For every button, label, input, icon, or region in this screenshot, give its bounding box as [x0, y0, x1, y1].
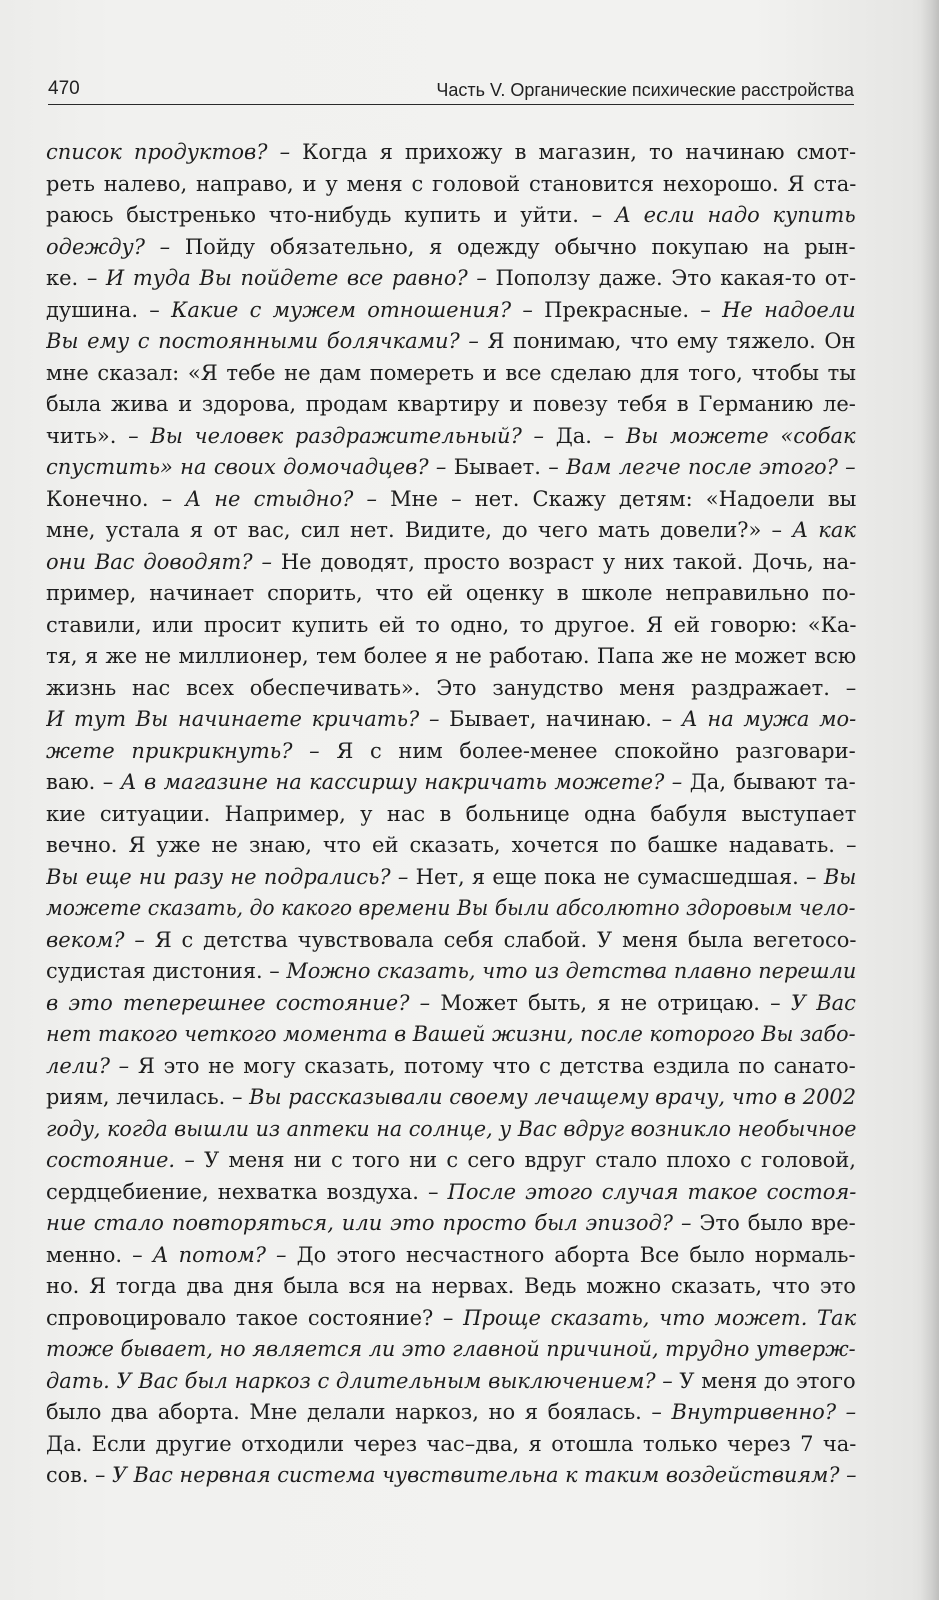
interviewer-question: У Вас нервная система чувствительна к таким воздействиям? – — [112, 1463, 856, 1487]
text-line-inner — [46, 830, 856, 862]
text-line-inner — [46, 862, 856, 894]
patient-answer: Не доводят, просто возраст у них такой. Дочь, на- — [271, 549, 856, 574]
interviewer-question: дать. У Вас был наркоз с длительным выключением? – — [46, 1368, 673, 1393]
text-line-inner — [46, 326, 856, 358]
interviewer-question: Вы рассказывали своему лечащему врачу, что в 2002 — [249, 1085, 856, 1109]
patient-answer: Я понимаю, что ему тяжело. Он — [478, 329, 856, 353]
patient-answer: спровоцировало такое состояние? – — [46, 1305, 464, 1330]
patient-answer: жизнь нас всех обеспечивать». Это занудство меня раздражает. – — [46, 675, 856, 700]
patient-answer: риям, лечилась. – — [46, 1085, 250, 1109]
text-line-inner — [46, 641, 856, 673]
patient-answer: было два аборта. Мне делали наркоз, но я боялась. – — [46, 1400, 672, 1424]
section-title: Часть V. Органические психические расстройства — [436, 80, 854, 100]
interviewer-question: И тут Вы начинаете кричать? – — [46, 707, 440, 731]
text-line-inner — [46, 137, 856, 169]
interviewer-question: А не стыдно? – — [185, 486, 377, 511]
interviewer-question: Внутривенно? – — [671, 1400, 856, 1424]
patient-answer: Да. Если другие отходили через час–два, я отошла только через 7 ча- — [46, 1431, 856, 1456]
text-line — [46, 232, 856, 264]
text-line-inner — [46, 673, 856, 705]
text-line — [46, 1114, 856, 1146]
interviewer-question: А если надо купить — [614, 203, 856, 227]
text-line — [46, 988, 856, 1020]
patient-answer: Может быть, я не отрицаю. – — [430, 990, 791, 1015]
text-line-inner — [46, 1429, 856, 1461]
text-line — [46, 1460, 856, 1492]
interviewer-question: состояние. – — [46, 1148, 195, 1172]
interviewer-question: список продуктов? – — [46, 140, 291, 164]
text-line — [46, 956, 856, 988]
text-line — [46, 200, 856, 232]
interviewer-question: Вы еще ни разу не подрались? – — [46, 864, 409, 889]
patient-answer: Конечно. – — [46, 486, 186, 511]
patient-answer: Да. – — [544, 423, 626, 448]
interviewer-question: спустить» на своих домочадцев? – — [46, 455, 447, 479]
text-line-inner — [46, 1082, 856, 1114]
patient-answer: Это было вре- — [691, 1211, 856, 1235]
patient-answer: менно. – — [46, 1242, 153, 1267]
interviewer-question: А потом? – — [152, 1242, 287, 1267]
text-line — [46, 515, 856, 547]
patient-answer: ваю. – — [46, 770, 121, 794]
text-line — [46, 799, 856, 831]
interviewer-question: Вы — [823, 864, 856, 889]
text-line-inner — [46, 925, 856, 957]
text-line — [46, 137, 856, 169]
interviewer-question: они Вас доводят? – — [46, 549, 272, 574]
patient-answer: кие ситуации. Например, у нас в больнице одна бабуля выступает — [46, 801, 856, 826]
text-line-inner — [46, 389, 856, 421]
text-line-inner — [46, 1019, 856, 1051]
text-line-inner — [46, 295, 856, 327]
patient-answer: ке. – — [46, 266, 106, 290]
interviewer-question: Проще сказать, что может. Так — [463, 1305, 856, 1330]
page-number: 470 — [48, 78, 80, 99]
text-line — [46, 673, 856, 705]
text-line — [46, 1082, 856, 1114]
patient-answer: У меня ни с того ни с сего вдруг стало плохо с головой, — [194, 1148, 856, 1172]
interviewer-question: После этого случая такое состоя- — [447, 1179, 856, 1204]
text-line — [46, 1145, 856, 1177]
interviewer-question: У Вас — [790, 990, 856, 1015]
interviewer-question: Не надоели — [722, 297, 856, 322]
text-line — [46, 389, 856, 421]
interviewer-question: Вам легче после этого? – — [566, 455, 856, 479]
text-line-inner — [46, 799, 856, 831]
text-line — [46, 767, 856, 799]
text-line — [46, 641, 856, 673]
patient-answer: До этого несчастного аборта Все было нормаль- — [286, 1242, 856, 1267]
patient-answer: вечно. Я уже не знаю, что ей сказать, хочется по башке надавать. – — [46, 833, 856, 857]
interviewer-question: Вы ему с постоянными болячками? – — [46, 329, 479, 353]
text-line — [46, 295, 856, 327]
interviewer-question: веком? – — [46, 927, 145, 952]
text-line-inner — [46, 547, 856, 579]
text-line — [46, 1177, 856, 1209]
patient-answer: сов. – — [46, 1463, 113, 1487]
patient-answer: Нет, я еще пока не сумасшедшая. – — [408, 864, 824, 889]
interviewer-question: Вы человек раздражительный? – — [150, 423, 545, 448]
text-line-inner — [46, 421, 856, 453]
text-line-inner — [46, 704, 856, 736]
text-line — [46, 169, 856, 201]
patient-answer: была жива и здорова, продам квартиру и повезу тебя в Германию ле- — [46, 392, 856, 416]
text-line-inner — [46, 1334, 856, 1366]
text-line-inner — [46, 610, 856, 642]
patient-answer: Бывает. – — [446, 455, 567, 479]
patient-answer: Я с детства чувствовала себя слабой. У меня была вегетосо- — [144, 927, 856, 952]
text-line — [46, 358, 856, 390]
text-line-inner — [46, 1051, 856, 1083]
patient-answer: Бывает, начинаю. – — [439, 707, 682, 731]
body-text — [46, 137, 856, 1492]
text-line — [46, 736, 856, 768]
patient-answer: Пойду обязательно, я одежду обычно покупаю на рын- — [170, 234, 856, 259]
patient-answer: мне, устала я от вас, сил нет. Видите, до чего мать довели?» – — [46, 518, 793, 542]
patient-answer: Я с ним более-менее спокойно разговари- — [319, 738, 856, 763]
text-line — [46, 704, 856, 736]
patient-answer: но. Я тогда два дня была вся на нервах. Ведь можно сказать, что это — [46, 1274, 856, 1298]
text-line — [46, 893, 856, 925]
text-line-inner — [46, 988, 856, 1020]
interviewer-question: А как — [792, 518, 856, 542]
text-line-inner — [46, 200, 856, 232]
text-line-inner — [46, 767, 856, 799]
interviewer-question: тоже бывает, но является ли это главной причиной, трудно утверж- — [46, 1337, 856, 1361]
running-header — [48, 74, 854, 105]
interviewer-question: нет такого четкого момента в Вашей жизни, после которого Вы забо- — [46, 1022, 856, 1046]
text-line-inner — [46, 1303, 856, 1335]
interviewer-question: в это теперешнее состояние? – — [46, 990, 431, 1015]
patient-answer: пример, начинает спорить, что ей оценку в школе неправильно по- — [46, 581, 856, 605]
patient-answer: Да, бывают та- — [682, 770, 856, 794]
interviewer-question: ние стало повторяться, или это просто был эпизод? – — [46, 1211, 692, 1235]
interviewer-question: можете сказать, до какого времени Вы были абсолютно здоровым чело- — [46, 896, 856, 920]
text-line-inner — [46, 1177, 856, 1209]
text-line — [46, 610, 856, 642]
patient-answer: Прекрасные. – — [532, 297, 723, 322]
text-line-inner — [46, 1208, 856, 1240]
page-edge-shadow — [921, 0, 939, 1600]
interviewer-question: Какие с мужем отношения? – — [171, 297, 533, 322]
patient-answer: Я это не могу сказать, потому что с детства ездила по санато- — [129, 1053, 856, 1078]
text-line-inner — [46, 263, 856, 295]
patient-answer: Поползу даже. Это какая-то от- — [486, 266, 856, 290]
text-line — [46, 1271, 856, 1303]
text-line — [46, 830, 856, 862]
patient-answer: раюсь быстренько что-нибудь купить и уйти. – — [46, 203, 615, 227]
patient-answer: ставили, или просит купить ей то одно, то другое. Я ей говорю: «Ка- — [46, 612, 856, 637]
patient-answer: душина. – — [46, 297, 172, 322]
text-line-inner — [46, 1114, 856, 1146]
text-line-inner — [46, 893, 856, 925]
text-line-inner — [46, 358, 856, 390]
text-line-inner — [46, 232, 856, 264]
text-line-inner — [46, 1240, 856, 1272]
text-line — [46, 925, 856, 957]
text-line — [46, 1429, 856, 1461]
patient-answer: Мне – нет. Скажу детям: «Надоели вы — [377, 486, 856, 511]
text-line — [46, 484, 856, 516]
text-line-inner — [46, 169, 856, 201]
interviewer-question: одежду? – — [46, 234, 171, 259]
text-line — [46, 452, 856, 484]
interviewer-question: А на мужа мо- — [681, 707, 856, 731]
patient-answer: чить». – — [46, 423, 151, 448]
text-line-inner — [46, 578, 856, 610]
interviewer-question: году, когда вышли из аптеки на солнце, у Вас вдруг возникло необычное — [46, 1116, 856, 1141]
text-line-inner — [46, 956, 856, 988]
interviewer-question: Можно сказать, что из детства плавно перешли — [286, 959, 856, 983]
patient-answer: Когда я прихожу в магазин, то начинаю смот- — [290, 140, 856, 164]
text-line — [46, 547, 856, 579]
text-line — [46, 1303, 856, 1335]
text-line-inner — [46, 1460, 856, 1492]
text-line — [46, 263, 856, 295]
text-line — [46, 1397, 856, 1429]
text-line — [46, 1240, 856, 1272]
patient-answer: У меня до этого — [672, 1368, 856, 1393]
text-line-inner — [46, 1366, 856, 1398]
text-line — [46, 421, 856, 453]
text-line-inner — [46, 1271, 856, 1303]
text-line-inner — [46, 484, 856, 516]
text-line — [46, 1334, 856, 1366]
interviewer-question: И туда Вы пойдете все равно? – — [105, 266, 487, 290]
patient-answer: сердцебиение, нехватка воздуха. – — [46, 1179, 448, 1204]
text-line-inner — [46, 452, 856, 484]
patient-answer: реть налево, направо, и у меня с головой становится нехорошо. Я ста- — [46, 171, 856, 196]
patient-answer: тя, я же не миллионер, тем более я не работаю. Папа же не может всю — [46, 644, 856, 668]
text-line — [46, 862, 856, 894]
text-line-inner — [46, 736, 856, 768]
interviewer-question: жете прикрикнуть? – — [46, 738, 320, 763]
text-line — [46, 326, 856, 358]
interviewer-question: Вы можете «собак — [625, 423, 856, 448]
interviewer-question: А в магазине на кассиршу накричать можете? – — [120, 770, 683, 794]
text-line-inner — [46, 515, 856, 547]
text-line-inner — [46, 1145, 856, 1177]
text-line — [46, 578, 856, 610]
interviewer-question: лели? – — [46, 1053, 130, 1078]
text-line — [46, 1051, 856, 1083]
patient-answer: мне сказал: «Я тебе не дам помереть и все сделаю для того, чтобы ты — [46, 360, 856, 385]
text-line — [46, 1019, 856, 1051]
text-line — [46, 1208, 856, 1240]
text-line-inner — [46, 1397, 856, 1429]
patient-answer: судистая дистония. – — [46, 959, 287, 983]
text-line — [46, 1366, 856, 1398]
